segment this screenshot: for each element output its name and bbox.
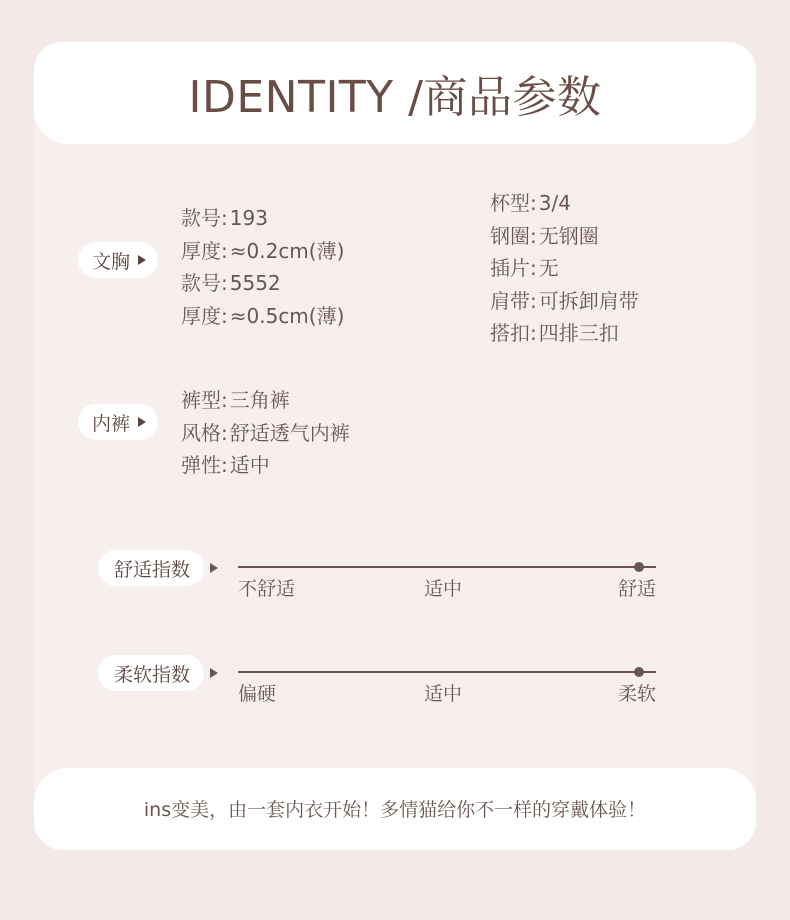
bra-spec-item [490, 317, 619, 349]
spec-value: 193 [229, 206, 268, 230]
softness-index-label: 柔软指数 [114, 663, 191, 686]
scale-left-label: 不舒适 [238, 578, 296, 600]
spec-value: 无钢圈 [538, 224, 599, 248]
spec-value: 适中 [229, 453, 270, 477]
softness-scale-track [238, 671, 656, 673]
scale-middle-label: 适中 [424, 578, 463, 600]
softness-index-tag [98, 655, 204, 691]
scale-left-label: 偏硬 [238, 683, 277, 705]
bra-spec-item [181, 202, 268, 234]
slogan-banner [34, 768, 756, 850]
panties-section-label: 内裤 [92, 412, 131, 435]
spec-key: 搭扣: [490, 321, 537, 345]
spec-value: ≈0.2cm(薄) [229, 239, 345, 263]
header-banner [34, 42, 756, 144]
spec-key: 厚度: [181, 304, 228, 328]
spec-value: ≈0.5cm(薄) [229, 304, 345, 328]
spec-key: 弹性: [181, 453, 228, 477]
page-title: IDENTITY /商品参数 [188, 72, 602, 123]
scale-right-label: 柔软 [618, 683, 657, 705]
panties-spec-item [181, 449, 270, 481]
bra-spec-item [181, 235, 344, 267]
scale-middle-label: 适中 [424, 683, 463, 705]
spec-key: 插片: [490, 256, 537, 280]
spec-value: 三角裤 [229, 388, 290, 412]
spec-value: 3/4 [538, 191, 571, 215]
bra-spec-item [490, 252, 559, 284]
product-parameters-card [34, 42, 756, 850]
play-arrow-icon [138, 255, 146, 265]
bra-spec-item [490, 187, 571, 219]
bra-section-tag [78, 242, 158, 278]
spec-key: 款号: [181, 206, 228, 230]
spec-value: 可拆卸肩带 [538, 289, 639, 313]
spec-key: 裤型: [181, 388, 228, 412]
comfort-scale-track [238, 566, 656, 568]
play-arrow-icon [138, 417, 146, 427]
bra-spec-item [490, 285, 639, 317]
panties-section-tag [78, 404, 158, 440]
spec-value: 舒适透气内裤 [229, 421, 350, 445]
slogan-text: ins变美，由一套内衣开始！多情猫给你不一样的穿戴体验！ [143, 799, 647, 821]
play-arrow-icon [210, 563, 218, 573]
bra-spec-item [181, 267, 281, 299]
bra-spec-item [490, 220, 599, 252]
spec-value: 四排三扣 [538, 321, 619, 345]
spec-value: 无 [538, 256, 559, 280]
scale-right-label: 舒适 [618, 578, 657, 600]
panties-spec-item [181, 417, 350, 449]
comfort-index-tag [98, 550, 204, 586]
play-arrow-icon [210, 668, 218, 678]
spec-value: 5552 [229, 271, 281, 295]
softness-scale-marker [634, 667, 644, 677]
comfort-scale-marker [634, 562, 644, 572]
bra-spec-item [181, 300, 344, 332]
bra-section-label: 文胸 [92, 250, 131, 273]
spec-key: 钢圈: [490, 224, 537, 248]
spec-key: 杯型: [490, 191, 537, 215]
spec-key: 风格: [181, 421, 228, 445]
comfort-index-label: 舒适指数 [114, 558, 191, 581]
spec-key: 款号: [181, 271, 228, 295]
panties-spec-item [181, 384, 290, 416]
spec-key: 肩带: [490, 289, 537, 313]
spec-key: 厚度: [181, 239, 228, 263]
